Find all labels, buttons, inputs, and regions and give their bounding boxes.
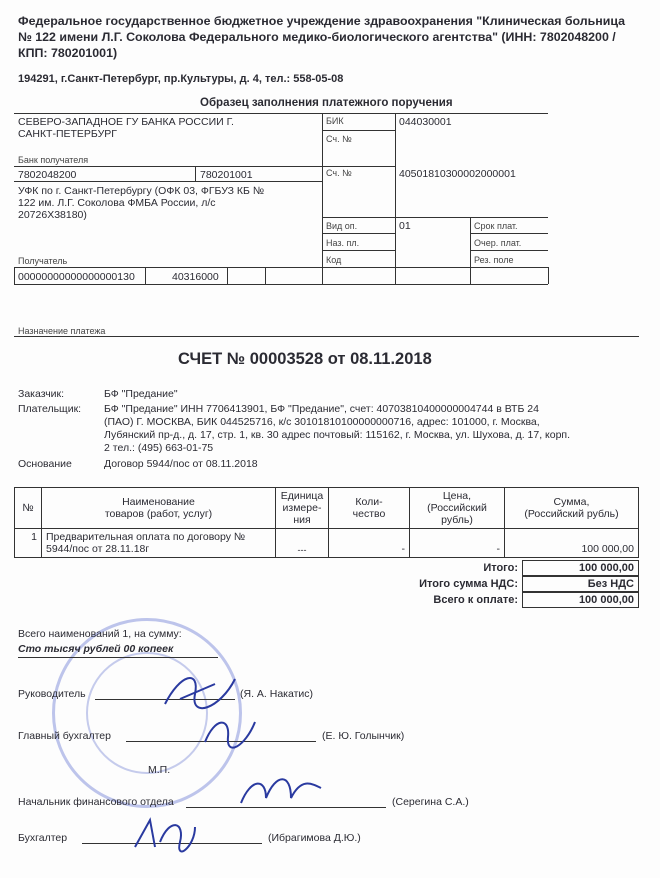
bank-name-2: САНКТ-ПЕТЕРБУРГ — [18, 128, 117, 140]
kpp-value: 780201001 — [200, 169, 253, 181]
recipient-label: Получатель — [18, 256, 68, 266]
fin-label: Начальник финансового отдела — [18, 796, 174, 808]
col-qty-header: Коли- чество — [329, 488, 410, 529]
chief-acc-name: (Е. Ю. Голынчик) — [322, 730, 405, 742]
payer-line-1: БФ "Предание" ИНН 7706413901, БФ "Предание", счет: 40703810400000004744 в ВТБ 24 — [104, 403, 539, 415]
basis-label: Основание — [18, 458, 72, 470]
bik-value: 044030001 — [399, 116, 452, 128]
invoice-title: СЧЕТ № 00003528 от 08.11.2018 — [178, 350, 432, 368]
recipient-3: 20726Х38180) — [18, 209, 87, 221]
org-line-2: № 122 имени Л.Г. Соколова Федерального медико-биологического агентства" (ИНН: 7802048200 / — [18, 30, 616, 44]
vid-op-value: 01 — [399, 220, 411, 232]
pay-value: 100 000,00 — [522, 592, 639, 608]
payer-line-4: 2 тел.: (495) 663-01-75 — [104, 442, 214, 454]
items-table — [14, 487, 639, 558]
acc-label: Бухгалтер — [18, 832, 68, 844]
vid-op-label: Вид оп. — [326, 221, 358, 231]
itogo-label: Итого: — [483, 562, 518, 574]
acc-value: 40501810300002000001 — [399, 168, 516, 180]
kod-label: Код — [326, 255, 342, 265]
bank-name-1: СЕВЕРО-ЗАПАДНОЕ ГУ БАНКА РОССИИ Г. — [18, 116, 234, 128]
sch-label: Сч. № — [326, 134, 352, 144]
table-header-row — [15, 488, 639, 529]
signature-head — [160, 664, 240, 714]
head-label: Руководитель — [18, 688, 86, 700]
rez-label: Рез. поле — [474, 255, 514, 265]
signature-fin — [236, 768, 326, 818]
signature-chief-acc — [200, 712, 260, 752]
signature-acc — [130, 812, 200, 857]
table-row: 1 Предварительная оплата по договору № 5944/пос от 28.11.18г --- - - 100 000,00 — [15, 529, 639, 558]
col-num-header: № — [15, 488, 42, 529]
bank-label: Банк получателя — [18, 155, 89, 165]
oktmo-value: 40316000 — [172, 271, 219, 283]
mp-label: М.П. — [148, 764, 171, 776]
col-unit-header: Единица измере- ния — [276, 488, 329, 529]
nds-label: Итого сумма НДС: — [419, 578, 518, 590]
org-address: 194291, г.Санкт-Петербург, пр.Культуры, д. 4, тел.: 558-05-08 — [18, 73, 344, 85]
customer-label: Заказчик: — [18, 388, 65, 400]
srok-label: Срок плат. — [474, 221, 518, 231]
fin-name: (Серегина С.А.) — [392, 796, 469, 808]
col-price-header: Цена, (Российский рубль) — [410, 488, 505, 529]
ocher-label: Очер. плат. — [474, 238, 522, 248]
nds-value: Без НДС — [522, 576, 639, 592]
bik-label: БИК — [326, 116, 344, 126]
payer-line-3: Лубянский пр-д., д. 17, стр. 1, кв. 30 адрес почтовый: 115162, г. Москва, ул. Шухова, д. 17, корп. — [104, 429, 571, 441]
recipient-2: 122 им. Л.Г. Соколова ФМБА России, л/с — [18, 197, 216, 209]
col-sum-header: Сумма, (Российский рубль) — [505, 488, 639, 529]
head-name: (Я. А. Накатис) — [240, 688, 314, 700]
acc-name: (Ибрагимова Д.Ю.) — [268, 832, 361, 844]
acc-label: Сч. № — [326, 168, 352, 178]
col-name-header: Наименование товаров (работ, услуг) — [42, 488, 276, 529]
kbk-value: 00000000000000000130 — [18, 271, 135, 283]
inn-value: 7802048200 — [18, 169, 77, 181]
summary-line-1: Всего наименований 1, на сумму: — [18, 628, 182, 640]
payer-label: Плательщик: — [18, 403, 82, 415]
chief-acc-label: Главный бухгалтер — [18, 730, 111, 742]
naz-pl-label: Наз. пл. — [326, 238, 360, 248]
form-title: Образец заполнения платежного поручения — [200, 97, 453, 109]
purpose-label: Назначение платежа — [18, 326, 106, 336]
pay-label: Всего к оплате: — [433, 594, 518, 606]
recipient-1: УФК по г. Санкт-Петербургу (ОФК 03, ФГБУЗ КБ № — [18, 185, 265, 197]
itogo-value: 100 000,00 — [522, 560, 639, 576]
org-line-1: Федеральное государственное бюджетное учреждение здравоохранения "Клиническая больница — [18, 14, 626, 28]
payer-line-2: (ПАО) Г. МОСКВА, БИК 044525716, к/с 30101810100000000716, адрес: 101000, г. Москва, — [104, 416, 540, 428]
basis-value: Договор 5944/пос от 08.11.2018 — [104, 458, 258, 470]
summary-line-2: Сто тысяч рублей 00 копеек — [18, 643, 174, 655]
customer-value: БФ "Предание" — [104, 388, 178, 400]
org-line-3: КПП: 780201001) — [18, 46, 118, 60]
